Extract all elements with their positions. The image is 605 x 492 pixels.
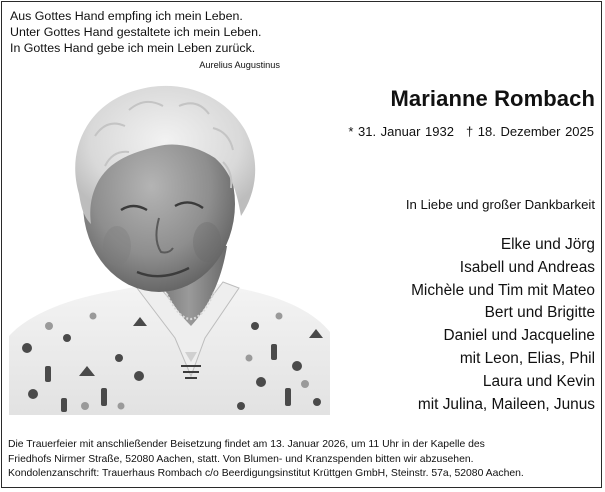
mourner-line: Bert und Brigitte [484,304,595,322]
quote-line-3: In Gottes Hand gebe ich mein Leben zurück. [10,41,256,55]
mourner-line: Elke und Jörg [500,236,595,253]
funeral-details [8,438,598,482]
quote-line-2: Unter Gottes Hand gestaltete ich mein Leben. [10,25,262,39]
portrait-photo [9,76,330,415]
obituary-notice [1,1,602,488]
condolence-address: Kondolenzanschrift: Trauerhaus Rombach c/o Beerdigungsinstitut Krüttgen GmbH, Steinstr. 57a, 52080 Aachen. [8,468,524,480]
quote-author: Aurelius Augustinus [199,60,280,70]
footer-line-2: Friedhofs Nirmer Straße, 52080 Aachen, statt. Von Blumen- und Kranzspenden bitten wir abzusehen. [8,453,474,465]
birth-date: * 31. Januar 1932 [348,124,454,139]
mourning-intro: In Liebe und großer Dankbarkeit [405,197,595,212]
mourner-line: Michèle und Tim mit Mateo [411,281,595,299]
deceased-name: Marianne Rombach [390,86,595,111]
footer-line-1: Die Trauerfeier mit anschließender Beisetzung findet am 13. Januar 2026, um 11 Uhr in der Kapelle des [8,439,485,450]
death-date: † 18. Dezember 2025 [465,124,594,139]
mourners-list [411,234,595,416]
mourner-line: Laura und Kevin [482,372,595,390]
life-dates [348,124,594,139]
mourner-line: Daniel und Jacqueline [443,327,595,345]
mourner-line: Isabell und Andreas [459,258,595,276]
quote-line-1: Aus Gottes Hand empfing ich mein Leben. [10,9,243,23]
mourner-line: mit Julina, Maileen, Junus [417,395,595,413]
mourner-line: mit Leon, Elias, Phil [459,349,595,367]
quote-block [10,8,290,70]
